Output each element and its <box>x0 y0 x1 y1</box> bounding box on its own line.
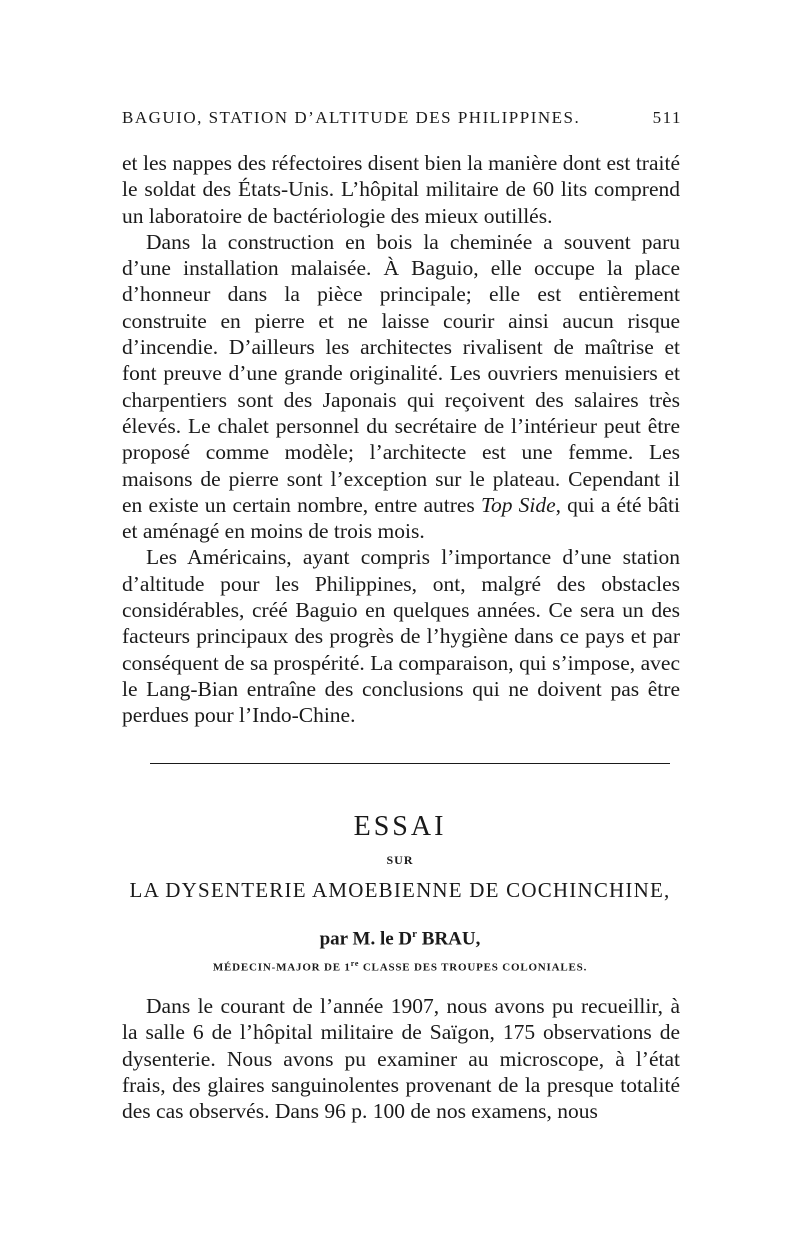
essay-body <box>122 993 680 1124</box>
affiliation-start: MÉDECIN-MAJOR DE 1 <box>212 961 351 974</box>
article-continuation <box>122 150 680 729</box>
page-number: 511 <box>652 108 682 127</box>
affiliation-sup: re <box>350 959 360 968</box>
author-name: BRAU, <box>417 928 481 950</box>
section-divider <box>150 763 670 764</box>
paragraph-3: Les Américains, ayant compris l’importance d’une station d’altitude pour les Philippines, ont, malgré des obstacles considérables, créé Baguio en quelques années. Ce sera un des facteurs principaux des progrès de l’hygiène dans ce pays et par conséquent de sa prospérité. La comparaison, qui s’impose, avec le Lang-Bian entraîne des conclusions qui ne doivent pas être perdues pour l’Indo-Chine. <box>122 545 680 728</box>
essay-title: ESSAI <box>353 811 447 842</box>
author-title-sup: r <box>412 928 418 940</box>
essay-author <box>0 928 800 950</box>
affiliation-end: CLASSE DES TROUPES COLONIALES. <box>359 961 588 974</box>
running-title: BAGUIO, STATION D’ALTITUDE DES PHILIPPINES. <box>122 108 581 127</box>
paragraph-2 <box>122 229 680 545</box>
essay-paragraph-1: Dans le courant de l’année 1907, nous avons pu recueillir, à la salle 6 de l’hôpital militaire de Saïgon, 175 observations de dysenterie. Nous avons pu examiner au microscope, à l’état frais, des glaires sanguinolentes provenant de la presque totalité des cas observés. Dans 96 p. 100 de nos examens, nous <box>122 994 680 1124</box>
essay-sur: SUR <box>386 853 414 867</box>
author-prefix: par M. le D <box>319 928 413 950</box>
paragraph-2-end: , qui a été bâti et aménagé en moins de trois mois. <box>122 492 681 544</box>
essay-affiliation <box>0 959 800 974</box>
running-head <box>122 108 682 128</box>
essay-subject: LA DYSENTERIE AMOEBIENNE DE COCHINCHINE, <box>129 878 671 902</box>
place-name-italic: Top Side <box>480 492 556 517</box>
paragraph-1: et les nappes des réfectoires disent bien la manière dont est traité le soldat des États-Unis. L’hôpital militaire de 60 lits comprend un laboratoire de bactériologie des mieux outillés. <box>122 151 680 228</box>
paragraph-2-start: Dans la construction en bois la cheminée a souvent paru d’une installation malaisée. À Baguio, elle occupe la place d’honneur dans la pièce principale; elle est entièrement construite en pierre et ne laisse courir ainsi aucun risque d’incendie. D’ailleurs les architectes rivalisent de maîtrise et font preuve d’une grande originalité. Les ouvriers menuisiers et charpentiers sont des Japonais qui reçoivent des salaires très élevés. Le chalet personnel du secrétaire de l’intérieur peut être proposé comme modèle; l’architecte est une femme. Les maisons de pierre sont l’exception sur le plateau. Cependant il en existe un certain nombre, entre autres <box>122 229 680 517</box>
